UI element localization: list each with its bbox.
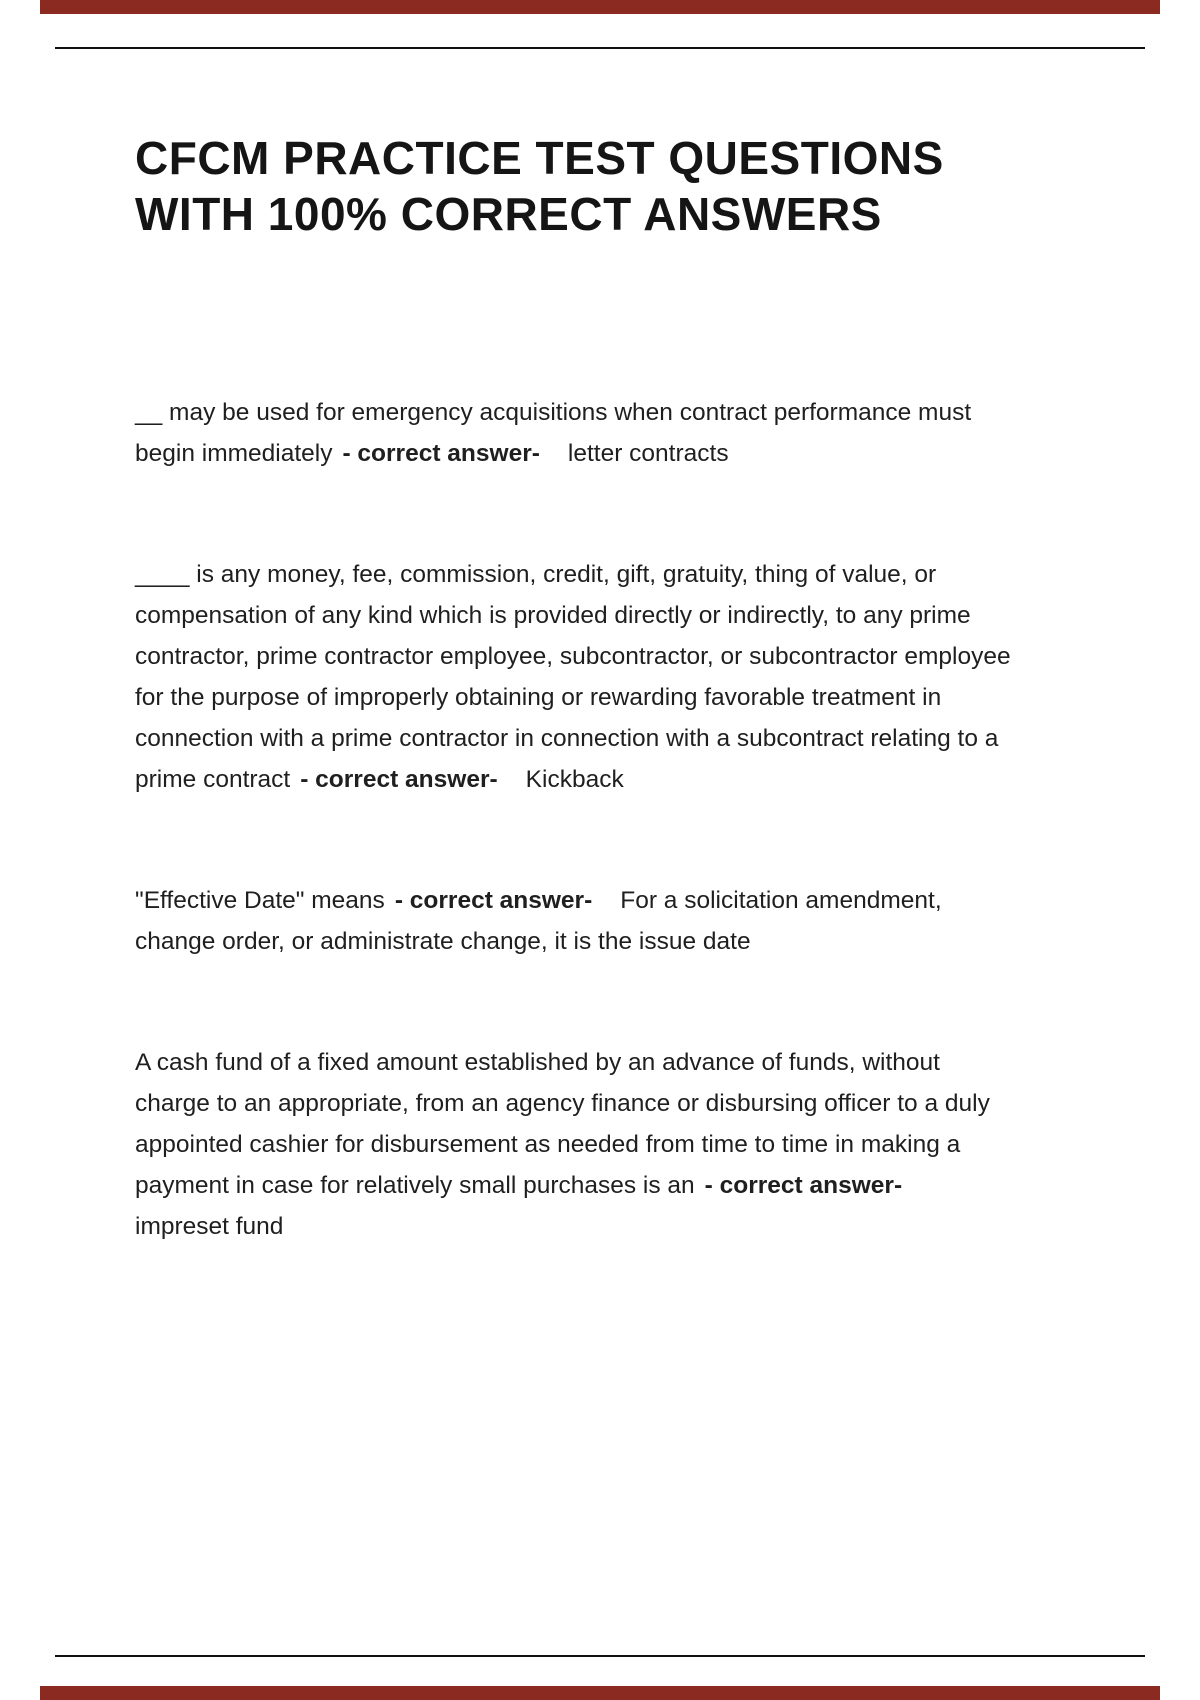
correct-answer-label: - correct answer-	[394, 887, 593, 915]
bottom-accent-bar	[40, 1686, 1160, 1700]
page-title: CFCM PRACTICE TEST QUESTIONS WITH 100% CORRECT ANSWERS	[135, 132, 944, 241]
correct-answer-label: - correct answer-	[300, 766, 498, 794]
question-text: ____ is any money, fee, commission, credit, gift, gratuity, thing of value, or compensation of any kind which is provided directly or indirectly, to any prime contractor, prime contractor employee, subcontractor, or subcontractor employee for the purpose of improperly obtaining or rewarding favorable treatment in connection with a prime contractor in connection with a subcontract relating to a prime contract	[135, 561, 1011, 794]
answer-text: impreset fund	[135, 1213, 284, 1241]
qa-item	[135, 1042, 1020, 1247]
question-text: "Effective Date" means	[135, 887, 385, 915]
answer-text: For a solicitation amendment, change order, or administrate change, it is the issue date	[135, 887, 942, 956]
correct-answer-label: - correct answer-	[342, 440, 540, 468]
qa-item	[135, 554, 1020, 800]
question-text: A cash fund of a fixed amount established by an advance of funds, without charge to an appropriate, from an agency finance or disbursing officer to a duly appointed cashier for disbursement as needed from time to time in making a payment in case for relatively small purchases is an	[135, 1049, 990, 1200]
answer-text: Kickback	[525, 766, 624, 794]
page-content	[135, 130, 1020, 1247]
qa-item	[135, 392, 1020, 474]
top-accent-bar	[40, 0, 1160, 14]
bottom-rule	[55, 1655, 1145, 1657]
top-rule	[55, 47, 1145, 49]
correct-answer-label: - correct answer-	[704, 1172, 903, 1200]
question-text: __ may be used for emergency acquisitions when contract performance must begin immediately	[135, 399, 972, 468]
answer-text: letter contracts	[567, 440, 729, 468]
qa-item	[135, 880, 1020, 962]
